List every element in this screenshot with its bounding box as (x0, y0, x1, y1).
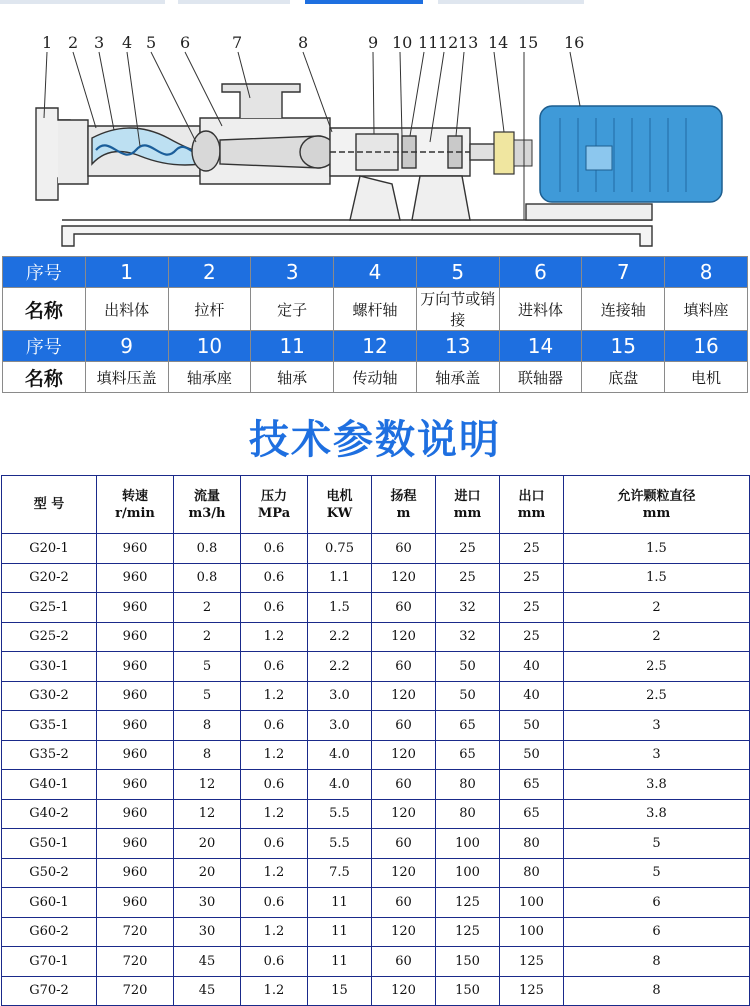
table-cell: 150 (436, 976, 500, 1006)
table-cell: G70-1 (2, 947, 97, 977)
table-row (2, 711, 750, 741)
table-cell: 60 (372, 829, 436, 859)
table-cell: 5.5 (308, 799, 372, 829)
table-cell: 1.2 (241, 917, 308, 947)
table-cell: 2.2 (308, 622, 372, 652)
table-cell: 960 (97, 858, 174, 888)
callout-5: 5 (146, 33, 157, 52)
part-name: 填料座 (665, 288, 748, 331)
callout-6: 6 (180, 33, 191, 52)
table-cell: 2 (564, 593, 750, 623)
table-cell: 12 (174, 770, 241, 800)
table-cell: 960 (97, 740, 174, 770)
table-cell: 40 (500, 681, 564, 711)
part-number: 9 (85, 331, 168, 362)
table-cell: 960 (97, 681, 174, 711)
callout-9: 9 (368, 33, 379, 52)
table-cell: G60-2 (2, 917, 97, 947)
table-cell: 3 (564, 711, 750, 741)
table-cell: 120 (372, 563, 436, 593)
callout-16: 16 (564, 33, 585, 52)
callout-14: 14 (488, 33, 509, 52)
table-cell: 150 (436, 947, 500, 977)
table-cell: 25 (436, 563, 500, 593)
table-cell: 4.0 (308, 770, 372, 800)
table-cell: 65 (436, 711, 500, 741)
table-cell: 100 (436, 829, 500, 859)
table-cell: 1.2 (241, 740, 308, 770)
table-row (2, 976, 750, 1006)
row-label-number: 序号 (3, 331, 86, 362)
spec-header-row (2, 476, 750, 534)
table-cell: G35-1 (2, 711, 97, 741)
table-cell: 120 (372, 799, 436, 829)
part-name: 进料体 (499, 288, 582, 331)
table-cell: 3.0 (308, 681, 372, 711)
part-name: 拉杆 (168, 288, 251, 331)
part-number: 14 (499, 331, 582, 362)
table-cell: 1.1 (308, 563, 372, 593)
part-name: 轴承座 (168, 362, 251, 393)
callout-13: 13 (458, 33, 479, 52)
part-name: 轴承 (251, 362, 334, 393)
part-number: 7 (582, 257, 665, 288)
table-cell: 720 (97, 917, 174, 947)
table-cell: 960 (97, 534, 174, 564)
table-cell: G20-1 (2, 534, 97, 564)
table-cell: 60 (372, 888, 436, 918)
table-cell: G35-2 (2, 740, 97, 770)
table-cell: 0.6 (241, 652, 308, 682)
table-cell: G60-1 (2, 888, 97, 918)
table-cell: 25 (500, 534, 564, 564)
table-cell: 125 (500, 947, 564, 977)
table-cell: 8 (564, 947, 750, 977)
part-name: 螺杆轴 (334, 288, 417, 331)
table-cell: 0.6 (241, 947, 308, 977)
table-cell: 5 (174, 652, 241, 682)
table-cell: 7.5 (308, 858, 372, 888)
callout-8: 8 (298, 33, 309, 52)
table-cell: 100 (500, 917, 564, 947)
table-cell: 125 (500, 976, 564, 1006)
parts-table (2, 256, 748, 393)
table-cell: 80 (500, 829, 564, 859)
table-cell: 2 (174, 593, 241, 623)
table-cell: 60 (372, 711, 436, 741)
callout-11: 11 (418, 33, 439, 52)
part-name: 联轴器 (499, 362, 582, 393)
table-row (2, 681, 750, 711)
table-cell: 60 (372, 593, 436, 623)
table-cell: 80 (436, 770, 500, 800)
table-cell: 0.75 (308, 534, 372, 564)
table-cell: 25 (500, 563, 564, 593)
table-cell: 65 (500, 770, 564, 800)
section-title: 技术参数说明 (249, 417, 501, 463)
table-cell: 100 (436, 858, 500, 888)
parts-number-row (3, 257, 748, 288)
part-number: 12 (334, 331, 417, 362)
part-name: 万向节或销接 (416, 288, 499, 331)
part-number: 2 (168, 257, 251, 288)
table-row (2, 534, 750, 564)
table-cell: 960 (97, 888, 174, 918)
table-row (2, 770, 750, 800)
table-cell: 11 (308, 917, 372, 947)
table-cell: 50 (436, 681, 500, 711)
table-cell: 32 (436, 593, 500, 623)
table-row (2, 740, 750, 770)
table-cell: 5 (564, 858, 750, 888)
table-cell: G25-1 (2, 593, 97, 623)
table-cell: 8 (564, 976, 750, 1006)
table-cell: G40-2 (2, 799, 97, 829)
table-cell: 1.2 (241, 681, 308, 711)
table-cell: 50 (436, 652, 500, 682)
table-cell: G50-1 (2, 829, 97, 859)
callout-2: 2 (68, 33, 79, 52)
table-cell: 960 (97, 593, 174, 623)
table-cell: 1.2 (241, 622, 308, 652)
table-cell: 60 (372, 652, 436, 682)
table-row (2, 563, 750, 593)
table-cell: 80 (436, 799, 500, 829)
header-particle-diameter: 允许颗粒直径 mm (564, 476, 750, 534)
table-cell: 60 (372, 947, 436, 977)
table-cell: 5 (174, 681, 241, 711)
callout-1: 1 (42, 33, 53, 52)
table-cell: 12 (174, 799, 241, 829)
table-cell: 120 (372, 976, 436, 1006)
table-cell: 60 (372, 534, 436, 564)
header-outlet: 出口 mm (500, 476, 564, 534)
part-name: 传动轴 (334, 362, 417, 393)
spec-table (1, 475, 750, 1006)
table-cell: 0.8 (174, 534, 241, 564)
table-cell: 960 (97, 829, 174, 859)
table-cell: G70-2 (2, 976, 97, 1006)
top-tab-strip (0, 0, 750, 8)
table-row (2, 829, 750, 859)
callout-15: 15 (518, 33, 539, 52)
table-cell: 0.6 (241, 563, 308, 593)
part-number: 10 (168, 331, 251, 362)
table-cell: 4.0 (308, 740, 372, 770)
header-pressure: 压力 MPa (241, 476, 308, 534)
table-cell: 2 (564, 622, 750, 652)
table-cell: G30-1 (2, 652, 97, 682)
table-cell: 50 (500, 711, 564, 741)
pump-structure-diagram (0, 8, 750, 256)
table-cell: 1.2 (241, 858, 308, 888)
header-inlet: 进口 mm (436, 476, 500, 534)
pump-diagram-svg (0, 8, 750, 256)
table-cell: 120 (372, 917, 436, 947)
part-number: 1 (85, 257, 168, 288)
table-cell: 80 (500, 858, 564, 888)
table-cell: 11 (308, 888, 372, 918)
header-head: 扬程 m (372, 476, 436, 534)
table-cell: 65 (436, 740, 500, 770)
table-cell: 2 (174, 622, 241, 652)
table-cell: 0.6 (241, 593, 308, 623)
table-cell: 960 (97, 799, 174, 829)
part-number: 6 (499, 257, 582, 288)
table-cell: 5 (564, 829, 750, 859)
table-cell: 960 (97, 563, 174, 593)
table-row (2, 622, 750, 652)
table-cell: 1.2 (241, 799, 308, 829)
callout-3: 3 (94, 33, 105, 52)
part-name: 电机 (665, 362, 748, 393)
table-cell: 0.6 (241, 711, 308, 741)
table-cell: 1.5 (564, 534, 750, 564)
table-cell: 120 (372, 858, 436, 888)
table-cell: 120 (372, 740, 436, 770)
header-model: 型 号 (2, 476, 97, 534)
table-cell: 8 (174, 711, 241, 741)
table-cell: 960 (97, 711, 174, 741)
table-cell: G25-2 (2, 622, 97, 652)
table-cell: 125 (436, 917, 500, 947)
table-cell: 25 (500, 593, 564, 623)
table-cell: 1.5 (564, 563, 750, 593)
table-cell: 3 (564, 740, 750, 770)
table-cell: 100 (500, 888, 564, 918)
table-cell: 2.5 (564, 652, 750, 682)
part-number: 5 (416, 257, 499, 288)
table-row (2, 947, 750, 977)
table-cell: 30 (174, 888, 241, 918)
table-cell: G20-2 (2, 563, 97, 593)
table-cell: 25 (500, 622, 564, 652)
table-cell: 720 (97, 947, 174, 977)
table-row (2, 888, 750, 918)
table-cell: 0.6 (241, 534, 308, 564)
table-cell: 960 (97, 622, 174, 652)
table-cell: 6 (564, 888, 750, 918)
table-cell: 0.6 (241, 888, 308, 918)
table-cell: 6 (564, 917, 750, 947)
header-flow: 流量 m3/h (174, 476, 241, 534)
part-name: 轴承盖 (416, 362, 499, 393)
table-cell: 30 (174, 917, 241, 947)
part-number: 8 (665, 257, 748, 288)
table-cell: 11 (308, 947, 372, 977)
header-motor: 电机 KW (308, 476, 372, 534)
callout-12: 12 (438, 33, 459, 52)
table-cell: 5.5 (308, 829, 372, 859)
table-cell: 25 (436, 534, 500, 564)
table-cell: 120 (372, 681, 436, 711)
table-cell: 0.6 (241, 829, 308, 859)
table-cell: 1.5 (308, 593, 372, 623)
table-row (2, 593, 750, 623)
part-number: 15 (582, 331, 665, 362)
parts-name-row (3, 362, 748, 393)
table-cell: 65 (500, 799, 564, 829)
part-number: 11 (251, 331, 334, 362)
table-cell: 60 (372, 770, 436, 800)
table-cell: 960 (97, 770, 174, 800)
part-number: 13 (416, 331, 499, 362)
table-cell: 50 (500, 740, 564, 770)
table-cell: 3.0 (308, 711, 372, 741)
table-cell: 45 (174, 976, 241, 1006)
table-cell: G50-2 (2, 858, 97, 888)
table-cell: 3.8 (564, 799, 750, 829)
table-cell: 125 (436, 888, 500, 918)
part-name: 填料压盖 (85, 362, 168, 393)
table-cell: 15 (308, 976, 372, 1006)
table-cell: 0.8 (174, 563, 241, 593)
table-cell: 8 (174, 740, 241, 770)
table-cell: 40 (500, 652, 564, 682)
row-label-number: 序号 (3, 257, 86, 288)
table-row (2, 917, 750, 947)
table-cell: 3.8 (564, 770, 750, 800)
part-name: 底盘 (582, 362, 665, 393)
parts-name-row (3, 288, 748, 331)
table-row (2, 858, 750, 888)
part-number: 16 (665, 331, 748, 362)
part-number: 3 (251, 257, 334, 288)
table-cell: 20 (174, 829, 241, 859)
table-cell: G40-1 (2, 770, 97, 800)
part-name: 定子 (251, 288, 334, 331)
part-number: 4 (334, 257, 417, 288)
row-label-name: 名称 (3, 288, 86, 331)
table-cell: 45 (174, 947, 241, 977)
table-cell: 720 (97, 976, 174, 1006)
row-label-name: 名称 (3, 362, 86, 393)
table-cell: 20 (174, 858, 241, 888)
table-cell: G30-2 (2, 681, 97, 711)
callout-10: 10 (392, 33, 413, 52)
table-row (2, 652, 750, 682)
table-cell: 32 (436, 622, 500, 652)
table-cell: 120 (372, 622, 436, 652)
parts-number-row (3, 331, 748, 362)
part-name: 出料体 (85, 288, 168, 331)
table-row (2, 799, 750, 829)
table-cell: 2.2 (308, 652, 372, 682)
callout-7: 7 (232, 33, 243, 52)
header-speed: 转速 r/min (97, 476, 174, 534)
table-cell: 0.6 (241, 770, 308, 800)
table-cell: 1.2 (241, 976, 308, 1006)
part-name: 连接轴 (582, 288, 665, 331)
table-cell: 2.5 (564, 681, 750, 711)
table-cell: 960 (97, 652, 174, 682)
callout-4: 4 (122, 33, 133, 52)
